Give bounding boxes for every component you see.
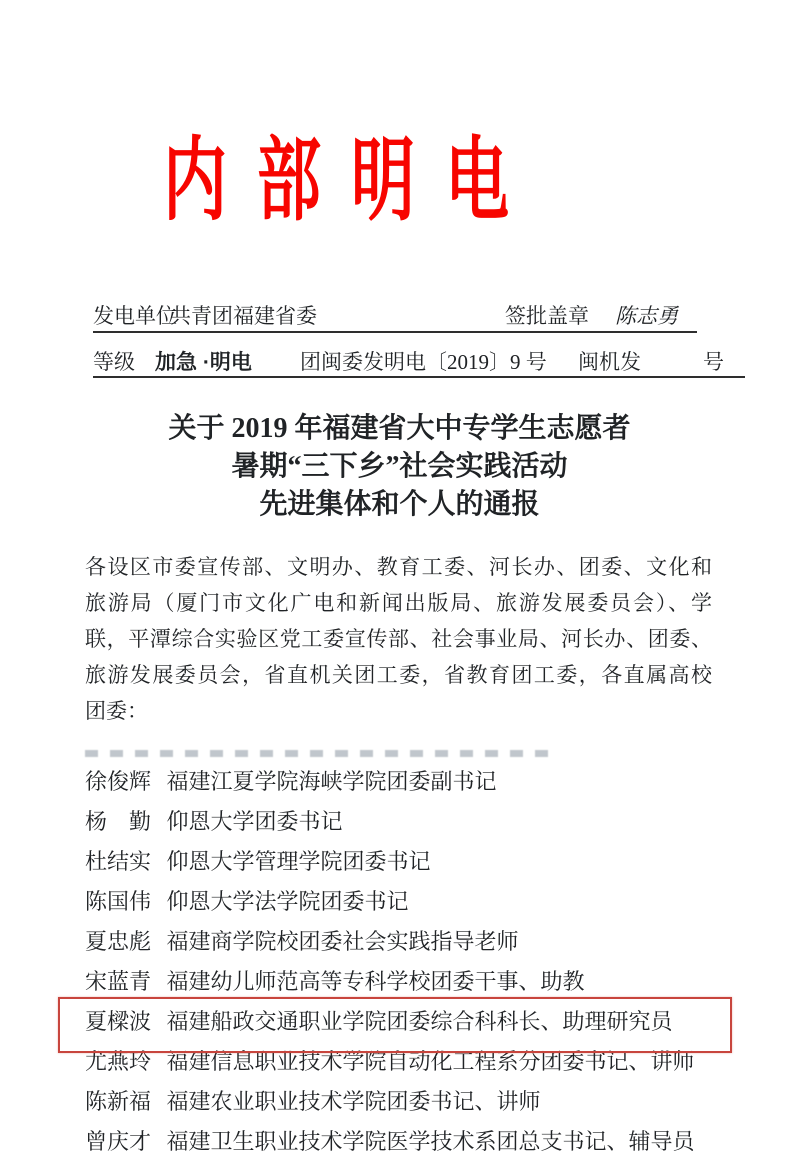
- person-name: 杜结实: [85, 849, 152, 874]
- person-name: 宋蓝青: [85, 969, 152, 994]
- list-item: [85, 922, 785, 962]
- list-item: [85, 1122, 785, 1162]
- document-title-line1: 关于 2019 年福建省大中专学生志愿者: [168, 413, 631, 444]
- list-item: [85, 802, 785, 842]
- seal-label: 签批盖章: [505, 304, 589, 328]
- list-item: [85, 842, 785, 882]
- salutation-line: 团委：: [85, 699, 148, 723]
- salutation-paragraph: [85, 549, 712, 729]
- person-title: 仰恩大学管理学院团委书记: [166, 849, 431, 874]
- issue-code-label: 闽机发: [578, 350, 641, 374]
- list-item: [85, 1082, 785, 1122]
- salutation-line: 旅游局（厦门市文化广电和新闻出版局、旅游发展委员会）、学: [85, 591, 712, 615]
- level-label: 等级: [93, 350, 135, 374]
- issuing-unit-label: 发电单位: [93, 304, 177, 328]
- issuing-unit-value: 共青团福建省委: [170, 304, 317, 328]
- person-name: 杨 勤: [85, 809, 152, 834]
- person-title: 仰恩大学团委书记: [166, 809, 343, 834]
- highlight-box: [58, 997, 732, 1053]
- document-title: [0, 410, 799, 524]
- salutation-line: 旅游发展委员会，省直机关团工委，省教育团工委，各直属高校: [85, 663, 712, 687]
- seal-signature: 陈志勇: [615, 304, 678, 328]
- person-title: 福建农业职业技术学院团委书记、讲师: [166, 1089, 541, 1114]
- person-name: 徐俊辉: [85, 769, 152, 794]
- header-divider-top: [93, 331, 697, 333]
- level-value: 加急 ·明电: [155, 351, 252, 374]
- salutation-line: 联，平潭综合实验区党工委宣传部、社会事业局、河长办、团委、: [85, 627, 712, 651]
- person-title: 福建江夏学院海峡学院团委副书记: [166, 769, 497, 794]
- person-title: 福建商学院校团委社会实践指导老师: [166, 929, 519, 954]
- person-name: 陈新福: [85, 1089, 152, 1114]
- document-title-line3: 先进集体和个人的通报: [259, 489, 540, 520]
- header-divider-bottom: [93, 376, 745, 378]
- person-title: 福建船政交通职业学院团委综合科科长、助理研究员: [166, 1009, 673, 1034]
- person-title: 福建信息职业技术学院自动化工程系分团委书记、讲师: [166, 1049, 695, 1074]
- salutation-line: 各设区市委宣传部、文明办、教育工委、河长办、团委、文化和: [85, 555, 712, 579]
- issue-code-suffix: 号: [703, 350, 724, 374]
- person-name: 夏忠彪: [85, 929, 152, 954]
- person-title: 仰恩大学法学院团委书记: [166, 889, 409, 914]
- awardee-list: [85, 762, 785, 1162]
- list-item: [85, 762, 785, 802]
- person-name: 尤燕玲: [85, 1049, 152, 1074]
- list-item: [85, 962, 785, 1002]
- person-title: 福建卫生职业技术学院医学技术系团总支书记、辅导员: [166, 1129, 695, 1154]
- list-item: [85, 882, 785, 922]
- person-name: 曾庆才: [85, 1129, 152, 1154]
- person-name: 陈国伟: [85, 889, 152, 914]
- document-number: 团闽委发明电〔2019〕9 号: [300, 350, 547, 374]
- person-title: 福建幼儿师范高等专科学校团委干事、助教: [166, 969, 585, 994]
- clipped-scan-artifact: [85, 750, 557, 757]
- internal-telegram-stamp: 内部明电: [163, 129, 539, 232]
- person-name: 夏樑波: [85, 1009, 152, 1034]
- document-title-line2: 暑期“三下乡”社会实践活动: [231, 451, 568, 482]
